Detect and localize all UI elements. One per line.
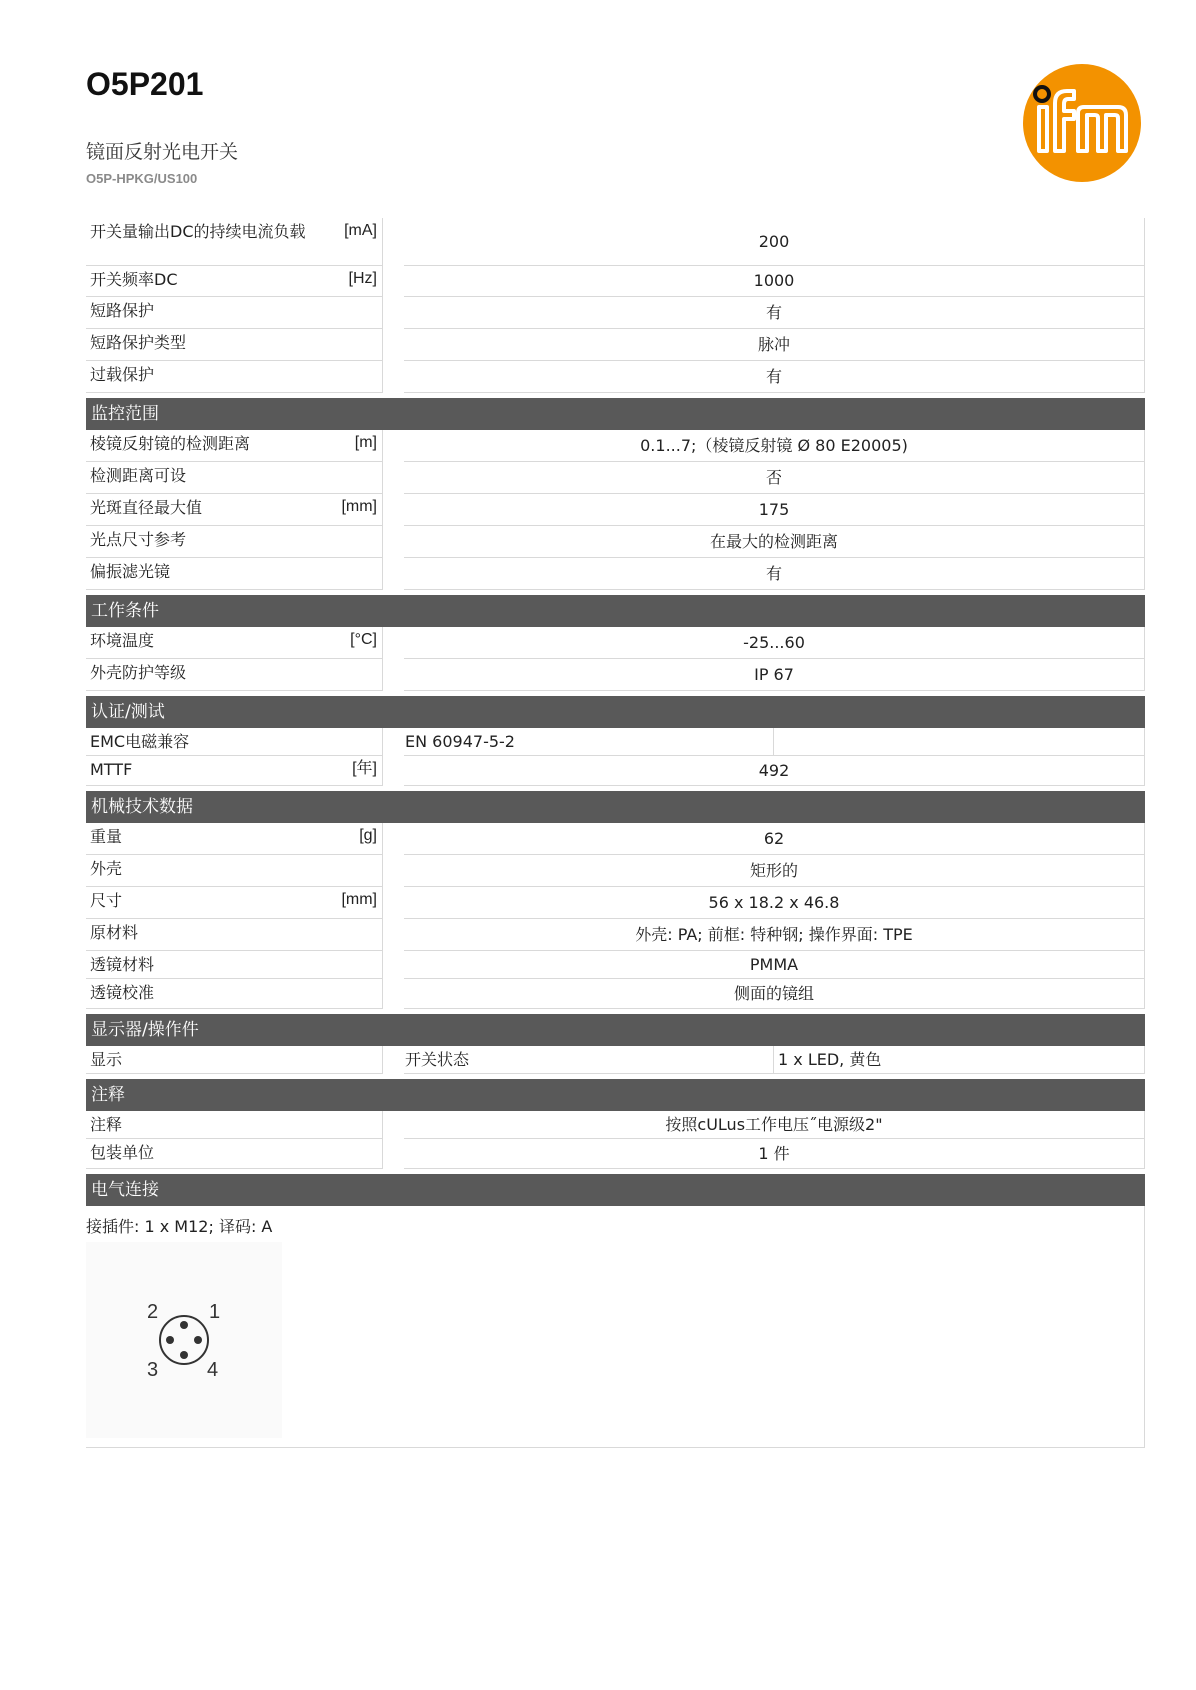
row-label: 透镜材料 bbox=[90, 955, 155, 974]
table-row bbox=[86, 919, 1145, 951]
ifm-logo-icon bbox=[1022, 63, 1142, 183]
row-label: 外壳 bbox=[90, 859, 123, 878]
row-value: 脉冲 bbox=[404, 329, 1145, 361]
section-header-cert: 认证/测试 bbox=[86, 696, 1145, 728]
row-value: 侧面的镜组 bbox=[404, 979, 1145, 1009]
table-row bbox=[86, 297, 1145, 329]
row-label: 棱镜反射镜的检测距离 bbox=[90, 434, 251, 453]
row-value: 有 bbox=[404, 361, 1145, 393]
row-unit: [g] bbox=[359, 827, 377, 844]
row-value: 开关状态 bbox=[404, 1046, 774, 1074]
section-header-monitor: 监控范围 bbox=[86, 398, 1145, 430]
table-row bbox=[86, 855, 1145, 887]
table-row bbox=[86, 430, 1145, 462]
row-label: MTTF bbox=[90, 760, 133, 779]
row-label: 重量 bbox=[90, 827, 123, 846]
row-label: 原材料 bbox=[90, 923, 139, 942]
row-unit: [mm] bbox=[341, 498, 377, 515]
section-header-electrical: 电气连接 bbox=[86, 1174, 1145, 1206]
table-row bbox=[86, 951, 1145, 979]
row-value: 外壳: PA; 前框: 特种钢; 操作界面: TPE bbox=[404, 919, 1145, 951]
row-label: 短路保护类型 bbox=[90, 333, 187, 352]
section-header-notes: 注释 bbox=[86, 1079, 1145, 1111]
table-row bbox=[86, 1046, 1145, 1074]
table-row bbox=[86, 494, 1145, 526]
row-value: 否 bbox=[404, 462, 1145, 494]
row-label: 检测距离可设 bbox=[90, 466, 187, 485]
spec-table bbox=[86, 218, 1145, 1448]
pin-label-1: 1 bbox=[209, 1301, 221, 1323]
row-label: 偏振滤光镜 bbox=[90, 562, 171, 581]
pin-label-3: 3 bbox=[147, 1359, 159, 1381]
row-value: 56 x 18.2 x 46.8 bbox=[404, 887, 1145, 919]
row-value: 有 bbox=[404, 297, 1145, 329]
row-unit: [Hz] bbox=[348, 270, 377, 287]
row-value: 492 bbox=[404, 756, 1145, 786]
row-label: 透镜校准 bbox=[90, 983, 155, 1002]
pin-label-4: 4 bbox=[207, 1359, 219, 1381]
table-row bbox=[86, 823, 1145, 855]
row-label: 开关频率DC bbox=[90, 270, 178, 289]
row-label: 光点尺寸参考 bbox=[90, 530, 187, 549]
row-value: 有 bbox=[404, 558, 1145, 590]
table-row bbox=[86, 979, 1145, 1009]
product-subtitle: 镜面反射光电开关 bbox=[86, 141, 239, 163]
row-value: 62 bbox=[404, 823, 1145, 855]
row-unit: [mm] bbox=[341, 891, 377, 908]
section-header-mech: 机械技术数据 bbox=[86, 791, 1145, 823]
table-row bbox=[86, 218, 1145, 266]
m12-connector-icon bbox=[86, 1242, 282, 1438]
table-row bbox=[86, 728, 1145, 756]
pin-label-2: 2 bbox=[147, 1301, 159, 1323]
section-header-display: 显示器/操作件 bbox=[86, 1014, 1145, 1046]
table-row bbox=[86, 266, 1145, 297]
table-row bbox=[86, 329, 1145, 361]
table-row bbox=[86, 659, 1145, 691]
row-unit: [m] bbox=[354, 434, 377, 451]
row-value: 0.1...7;（棱镜反射镜 Ø 80 E20005) bbox=[404, 430, 1145, 462]
row-value: 175 bbox=[404, 494, 1145, 526]
row-label: 开关量输出DC的持续电流负载 [mA] bbox=[86, 218, 383, 266]
row-value-2: 1 x LED, 黄色 bbox=[774, 1046, 1145, 1074]
row-label: 外壳防护等级 bbox=[90, 663, 187, 682]
row-value: 在最大的检测距离 bbox=[404, 526, 1145, 558]
row-value: -25...60 bbox=[404, 627, 1145, 659]
row-label: 包装单位 bbox=[90, 1143, 155, 1162]
row-value: EN 60947-5-2 bbox=[404, 728, 774, 756]
row-value-2 bbox=[774, 728, 1145, 756]
row-label: 光斑直径最大值 bbox=[90, 498, 203, 517]
row-label: EMC电磁兼容 bbox=[90, 732, 190, 751]
row-label: 环境温度 bbox=[90, 631, 155, 650]
connector-text: 接插件: 1 x M12; 译码: A bbox=[86, 1217, 273, 1236]
table-row bbox=[86, 526, 1145, 558]
row-label: 显示 bbox=[90, 1050, 123, 1069]
table-row bbox=[86, 887, 1145, 919]
table-row bbox=[86, 627, 1145, 659]
section-header-conditions: 工作条件 bbox=[86, 595, 1145, 627]
row-unit: [年] bbox=[352, 760, 377, 777]
product-code: O5P-HPKG/US100 bbox=[86, 171, 198, 186]
row-label: 尺寸 bbox=[90, 891, 123, 910]
table-row bbox=[86, 1111, 1145, 1139]
row-value: IP 67 bbox=[404, 659, 1145, 691]
table-row bbox=[86, 558, 1145, 590]
row-label: 短路保护 bbox=[90, 301, 155, 320]
row-label: 注释 bbox=[90, 1115, 123, 1134]
row-value: 200 bbox=[404, 218, 1145, 266]
row-unit: [°C] bbox=[350, 631, 377, 648]
row-value: 1000 bbox=[404, 266, 1145, 297]
row-value: PMMA bbox=[404, 951, 1145, 979]
row-value: 1 件 bbox=[404, 1139, 1145, 1169]
row-value: 矩形的 bbox=[404, 855, 1145, 887]
pin-diagram bbox=[86, 1242, 282, 1438]
product-title: O5P201 bbox=[86, 66, 204, 102]
table-row bbox=[86, 1139, 1145, 1169]
table-row bbox=[86, 756, 1145, 786]
row-label: 过载保护 bbox=[90, 365, 155, 384]
table-row bbox=[86, 462, 1145, 494]
table-row bbox=[86, 361, 1145, 393]
connector-panel bbox=[86, 1206, 1145, 1448]
row-value: 按照cULus工作电压˝电源级2" bbox=[404, 1111, 1145, 1139]
